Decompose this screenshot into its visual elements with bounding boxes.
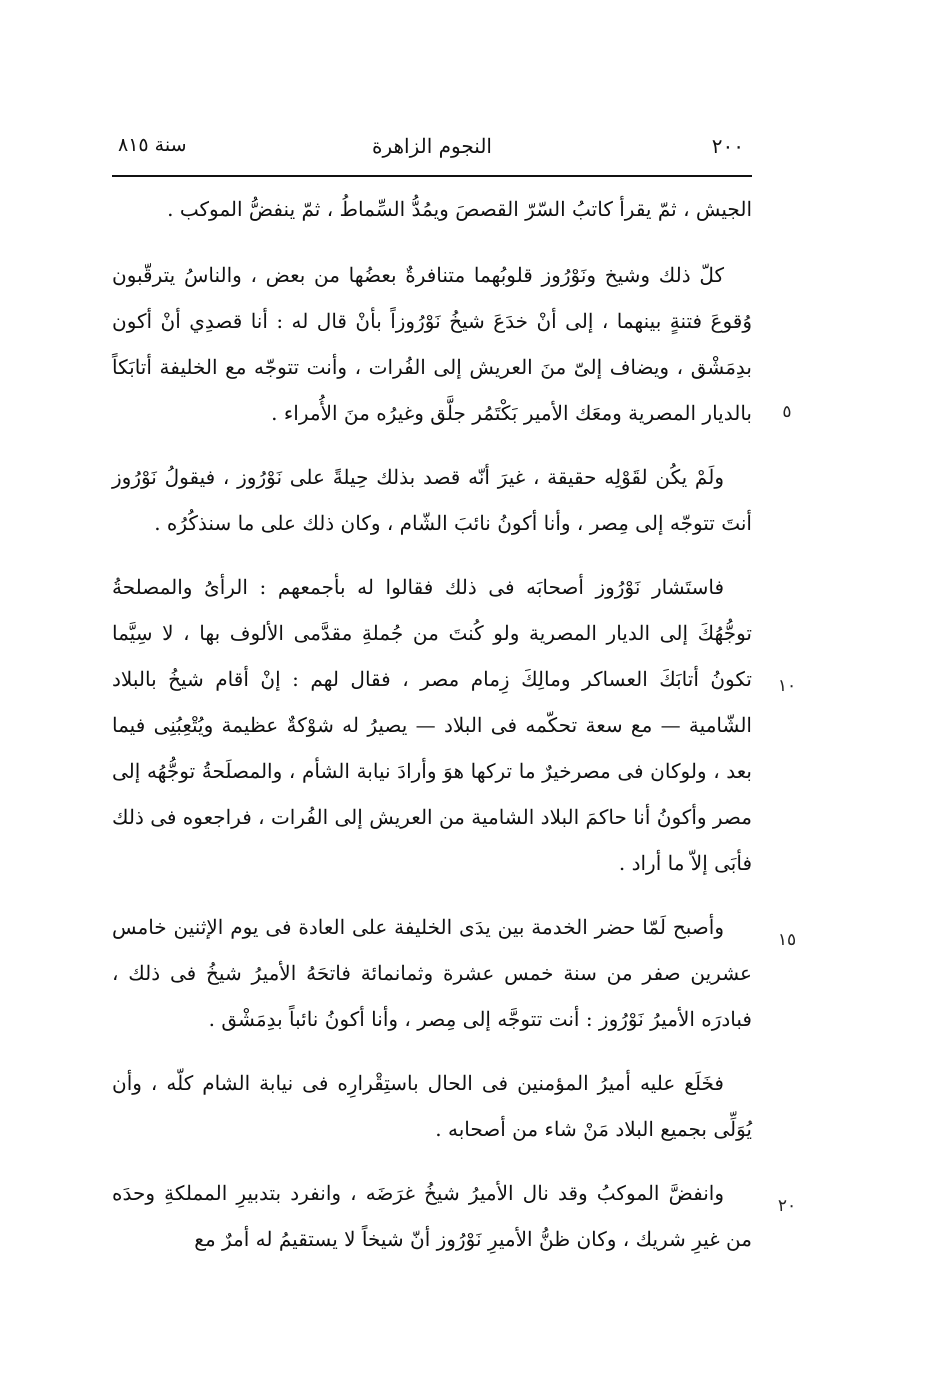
margin-line-number: ١٥ [777,930,797,950]
header-rule [112,175,752,177]
year-label: سنة ٨١٥ [118,134,187,156]
margin-line-number: ٥ [782,402,792,422]
paragraph: وأصبح لَمّا حضر الخدمة بين يدَى الخليفة على العادة فى يوم الإثنين خامس عشرين صفر من سنة خمس عشرة وثمانمائة فاتحَهُ الأميرُ شيخُ فى ذلك ، فبادرَه الأميرُ نَوْرُوز : أنت تتوجَّه إلى مِصر ، وأنا أكونُ نائباً بدِمَشْق . [112,915,752,1031]
running-title: النجوم الزاهرة [372,134,492,158]
paragraph: كلّ ذلك وشيخ ونَوْرُوز قلوبُهما متنافرةٌ بعضُها من بعض ، والناسُ يترقّبون وُقوعَ فتنةٍ بينهما ، إلى أنْ خدَعَ شيخُ نَوْرُوزاً بأنْ قال له : أنا قصدِي أنْ أكون بدِمَشْق ، ويضاف إلىّ منَ العريش إلى الفُرات ، وأنت تتوجّه مع الخليفة أتابَكاً بالديار المصرية ومعَك الأمير بَكْتَمُر جلَّق وغيرُه منَ الأُمراء . [112,263,752,425]
paragraph: ولَمْ يكُن لقَوْلِه حقيقة ، غيرَ أنّه قصد بذلك حِيلةً على نَوْرُوز ، فيقولُ نَوْرُوز أنتَ تتوجّه إلى مِصر ، وأنا أكونُ نائبَ الشّام ، وكان ذلك على ما سنذكُرُه . [112,465,752,535]
margin-line-number: ١٠ [777,676,797,696]
paragraph: الجيش ، ثمّ يقرأ كاتبُ السّرّ القصصَ ويمُدُّ السِّماطُ ، ثمّ ينفضُّ الموكب . [167,197,752,221]
paragraph: فخَلَع عليه أميرُ المؤمنين فى الحال باستِقْرارِه فى نيابة الشام كلّه ، وأن يُوَلِّى بجميع البلاد مَنْ شاء من أصحابه . [112,1071,752,1141]
margin-line-number: ٢٠ [777,1196,797,1216]
paragraph: وانفضَّ الموكبُ وقد نال الأميرُ شيخُ غرَضَه ، وانفرد بتدبيرِ المملكةِ وحدَه من غيرِ شريك ، وكان ظنُّ الأميرِ نَوْرُوز أنّ شيخاً لا يستقيمُ له أمرٌ مع [112,1181,752,1251]
paragraph: فاستَشار نَوْرُوز أصحابَه فى ذلك فقالوا له بأجمعهم : الرأىُ والمصلحةُ توجُّهُكَ إلى الديار المصرية ولو كُنتَ من جُملةِ مقدَّمى الألوف بها ، لا سِيَّما تكونُ أتابَكَ العساكر ومالِكَ زِمام مصر ، فقال لهم : إنْ أقام شيخُ بالبلاد الشّامية — مع سعة تحكّمه فى البلاد — يصيرُ له شوْكةٌ عظيمة ويُتْعِبُنِى فيما بعد ، ولوكان فى مصرخيرٌ ما تركها هوَ وأرادَ نيابة الشأم ، والمصلَحةُ توجُّهُه إلى مصر وأكونُ أنا حاكمَ البلاد الشامية من العريش إلى الفُرات ، فراجعوه فى ذلك فأبَى إلاّ ما أراد . [112,575,752,875]
page-number: ٢٠٠ [711,134,744,158]
running-header [112,128,752,168]
body-text [112,186,752,1280]
